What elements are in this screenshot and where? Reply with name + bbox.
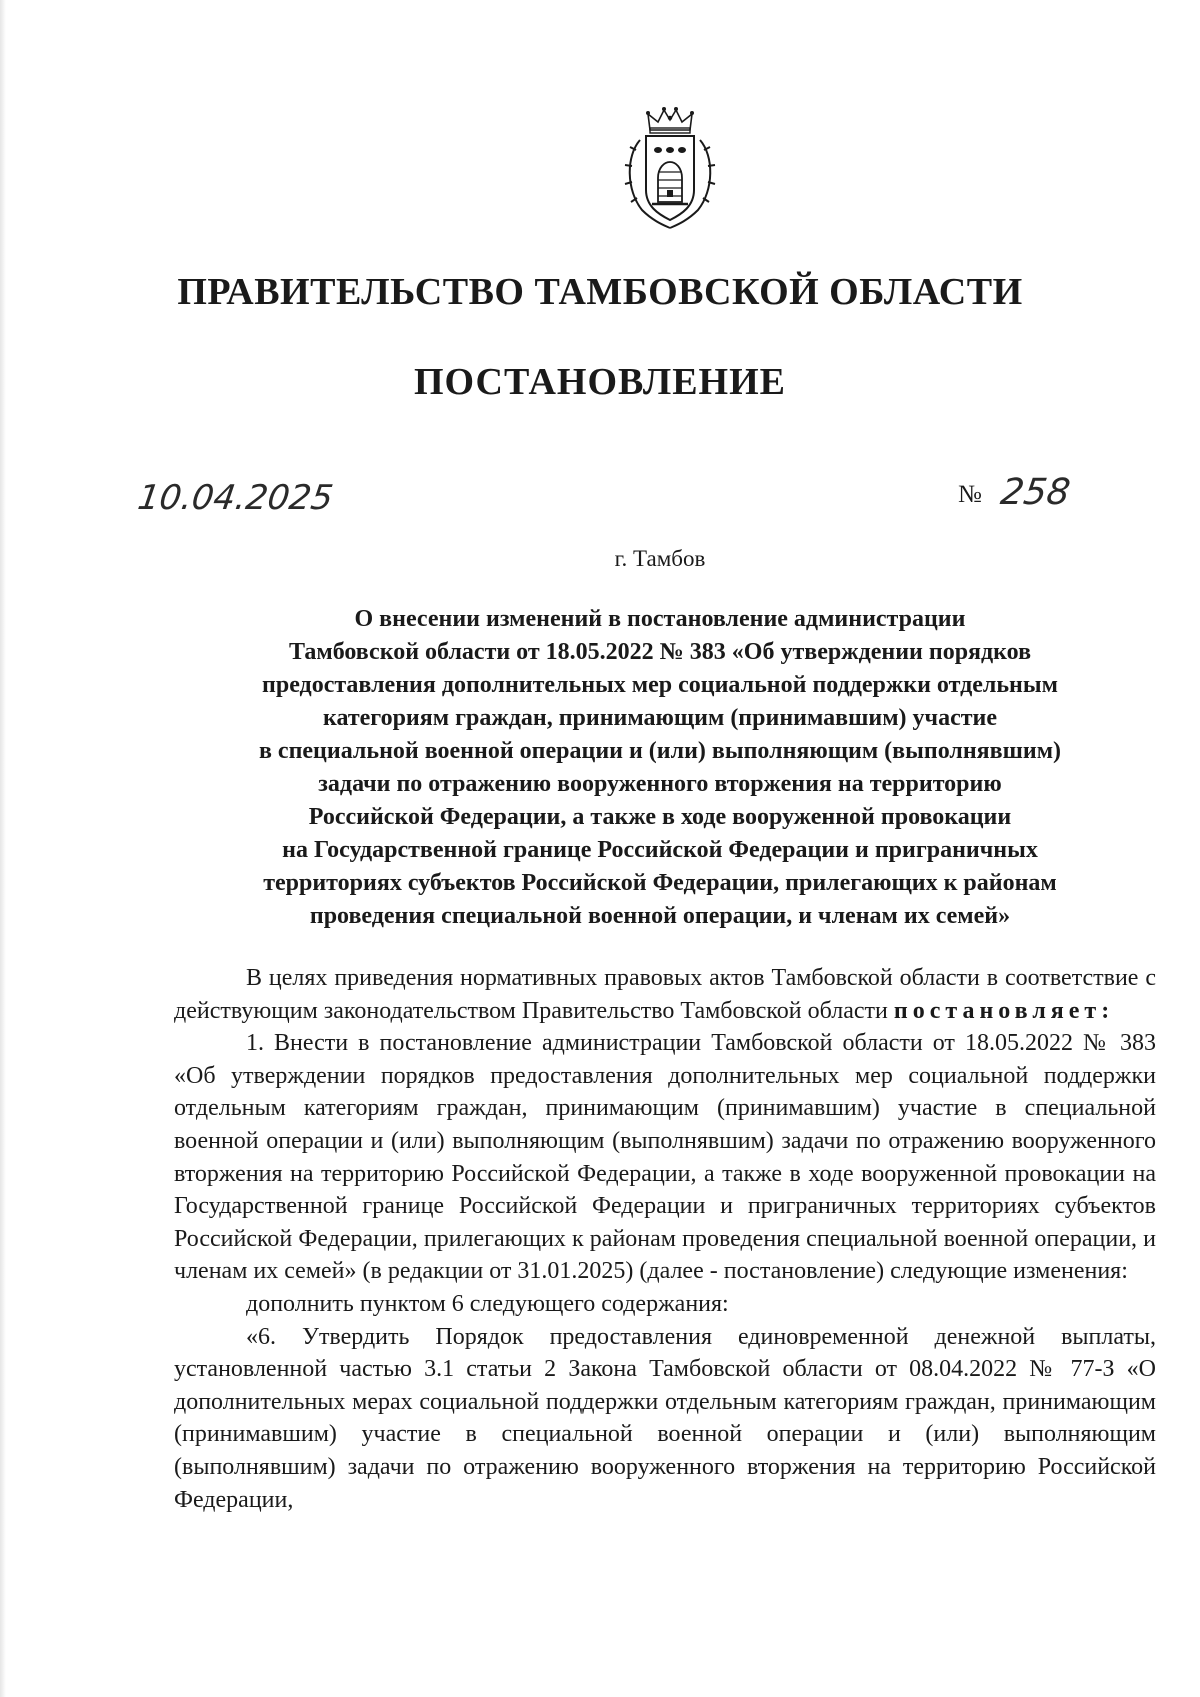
item-6-paragraph: «6. Утвердить Порядок предоставления единовременной денежной выплаты, установленной частью 3.1 статьи 2 Закона Тамбовской области от 08.04.2022 № 77-З «О дополнительных мерах социальной поддержки отдельным категориям граждан, принимающим (принимавшим) участие в специальной военной операции и (или) выполняющим (выполнявшим) задачи по отражению вооруженного вторжения на территорию Российской Федерации,	[174, 1323, 1156, 1513]
tambov-coat-of-arms-icon	[620, 106, 720, 232]
subject-line: О внесении изменений в постановление администрации	[354, 606, 966, 632]
scan-edge	[0, 0, 6, 1697]
subject-line: Тамбовской области от 18.05.2022 № 383 «Об утверждении порядков	[288, 639, 1032, 665]
subject-line: категориям граждан, принимающим (принимавшим) участие	[322, 705, 997, 731]
preamble-text: В целях приведения нормативных правовых актов Тамбовской области в соответствие с действующим законодательством Правительство Тамбовской области	[174, 965, 1156, 1024]
document-body	[174, 962, 1156, 1516]
subject-line: на Государственной границе Российской Федерации и приграничных	[282, 837, 1038, 863]
subject-line: задачи по отражению вооруженного вторжения на территорию	[318, 771, 1002, 797]
subject-line: предоставления дополнительных мер социальной поддержки отдельным	[262, 672, 1058, 698]
subject-line: проведения специальной военной операции, и членам их семей»	[309, 903, 1011, 929]
item-1-paragraph: 1. Внести в постановление администрации Тамбовской области от 18.05.2022 № 383 «Об утверждении порядков предоставления дополнительных мер социальной поддержки отдельным категориям граждан, принимающим (принимавшим) участие в специальной военной операции и (или) выполняющим (выполнявшим) задачи по отражению вооруженного вторжения на территорию Российской Федерации, а также в ходе вооруженной провокации на Государственной границе Российской Федерации и приграничных территориях субъектов Российской Федерации, прилегающих к районам проведения специальной военной операции, и членам их семей» (в редакции от 31.01.2025) (далее - постановление) следующие изменения:	[174, 1030, 1156, 1285]
document-subject	[180, 603, 1140, 933]
subject-line: в специальной военной операции и (или) выполняющим (выполнявшим)	[258, 738, 1062, 764]
number-sign: №	[958, 481, 982, 508]
decree-word: постановляет:	[893, 997, 1115, 1024]
handwritten-number: 258	[998, 472, 1073, 513]
city: г. Тамбов	[614, 546, 706, 571]
subject-line: территориях субъектов Российской Федерации, прилегающих к районам	[263, 870, 1057, 896]
item-1-sub-paragraph: дополнить пунктом 6 следующего содержания:	[246, 1290, 729, 1317]
subject-line: Российской Федерации, а также в ходе вооруженной провокации	[308, 804, 1012, 830]
document-type-title: ПОСТАНОВЛЕНИЕ	[413, 361, 787, 403]
organization-title: ПРАВИТЕЛЬСТВО ТАМБОВСКОЙ ОБЛАСТИ	[177, 271, 1023, 313]
preamble-paragraph	[174, 962, 1156, 1027]
handwritten-date: 10.04.2025	[135, 478, 336, 518]
